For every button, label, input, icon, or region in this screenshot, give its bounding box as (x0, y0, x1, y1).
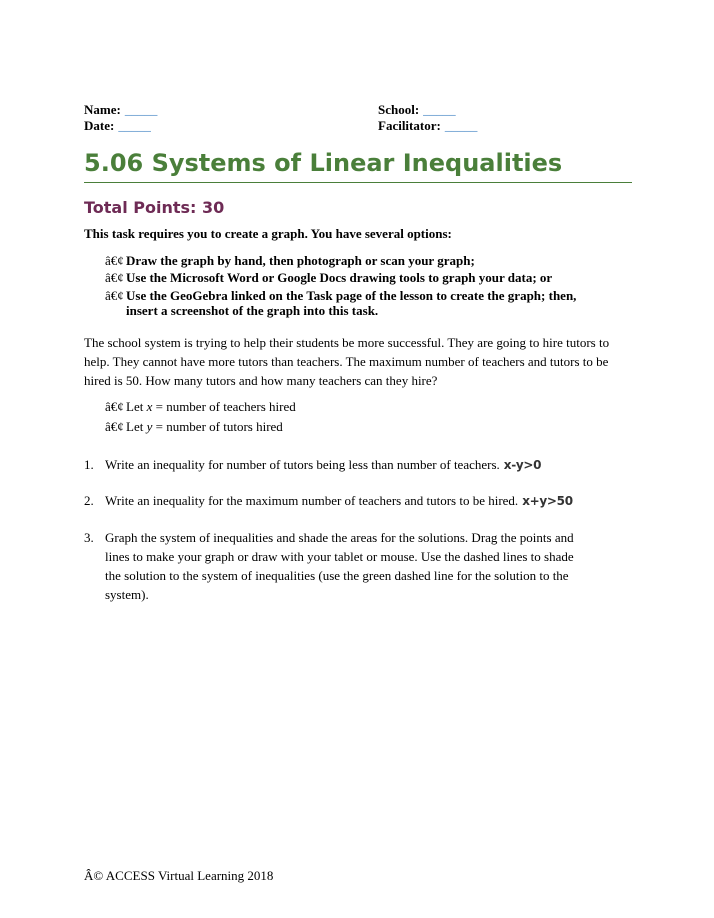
question-2 (84, 491, 644, 511)
question-line: lines to make your graph or draw with your tablet or mouse. Use the dashed lines to shade (105, 549, 574, 564)
question-line: system). (105, 587, 149, 602)
let-y-prefix: Let (126, 419, 147, 434)
total-points: Total Points: 30 (84, 198, 225, 217)
option-text: insert a screenshot of the graph into this task. (126, 303, 379, 318)
question-text: Write an inequality for number of tutors being less than number of teachers. (105, 457, 500, 472)
bullet-icon: â€¢ (105, 288, 124, 303)
question-number: 1. (84, 457, 94, 472)
intro-text: This task requires you to create a graph. You have several options: (84, 226, 452, 241)
answer-text[interactable]: x+y>50 (522, 494, 573, 508)
bullet-icon: â€¢ (105, 270, 124, 285)
name-label: Name: (84, 102, 121, 117)
page-title: 5.06 Systems of Linear Inequalities (84, 146, 632, 183)
bullet-icon: â€¢ (105, 419, 124, 434)
footer-copyright: Â© ACCESS Virtual Learning 2018 (84, 868, 274, 883)
date-field (84, 117, 151, 135)
question-line: Graph the system of inequalities and shade the areas for the solutions. Drag the points and (105, 530, 574, 545)
option-text: Draw the graph by hand, then photograph or scan your graph; (126, 253, 475, 268)
answer-text[interactable]: x-y>0 (503, 458, 542, 472)
let-y-suffix: = number of tutors hired (152, 419, 283, 434)
facilitator-label: Facilitator: (378, 118, 441, 133)
question-3 (84, 528, 644, 608)
facilitator-blank[interactable]: _____ (444, 118, 478, 133)
let-x-var: x (146, 399, 153, 414)
let-x-item (105, 398, 296, 415)
let-x-prefix: Let (126, 399, 147, 414)
option-item (105, 252, 475, 269)
name-blank[interactable]: _____ (124, 102, 158, 117)
question-number: 3. (84, 530, 94, 545)
school-blank[interactable]: _____ (423, 102, 456, 117)
option-continuation (126, 302, 378, 319)
bullet-icon: â€¢ (105, 253, 124, 268)
let-y-item (105, 418, 283, 435)
option-text: Use the GeoGebra linked on the Task page of the lesson to create the graph; then, (126, 288, 577, 303)
question-1 (84, 455, 644, 475)
option-item (105, 269, 552, 286)
date-label: Date: (84, 118, 115, 133)
problem-paragraph: The school system is trying to help their students be more successful. They are going to hire tutors to help. They cannot have more tutors than teachers. The maximum number of teachers and tutors to be hired is 50. How many tutors and how many teachers can they hire? (84, 335, 610, 388)
question-text: Write an inequality for the maximum number of teachers and tutors to be hired. (105, 493, 519, 508)
date-blank[interactable]: _____ (118, 118, 151, 133)
question-number: 2. (84, 493, 94, 508)
option-text: Use the Microsoft Word or Google Docs drawing tools to graph your data; or (126, 270, 553, 285)
facilitator-field (378, 117, 477, 135)
bullet-icon: â€¢ (105, 399, 124, 414)
let-y-var: y (146, 419, 153, 434)
question-line: the solution to the system of inequalities (use the green dashed line for the solution to the (105, 568, 569, 583)
school-label: School: (378, 102, 420, 117)
let-x-suffix: = number of teachers hired (152, 399, 296, 414)
